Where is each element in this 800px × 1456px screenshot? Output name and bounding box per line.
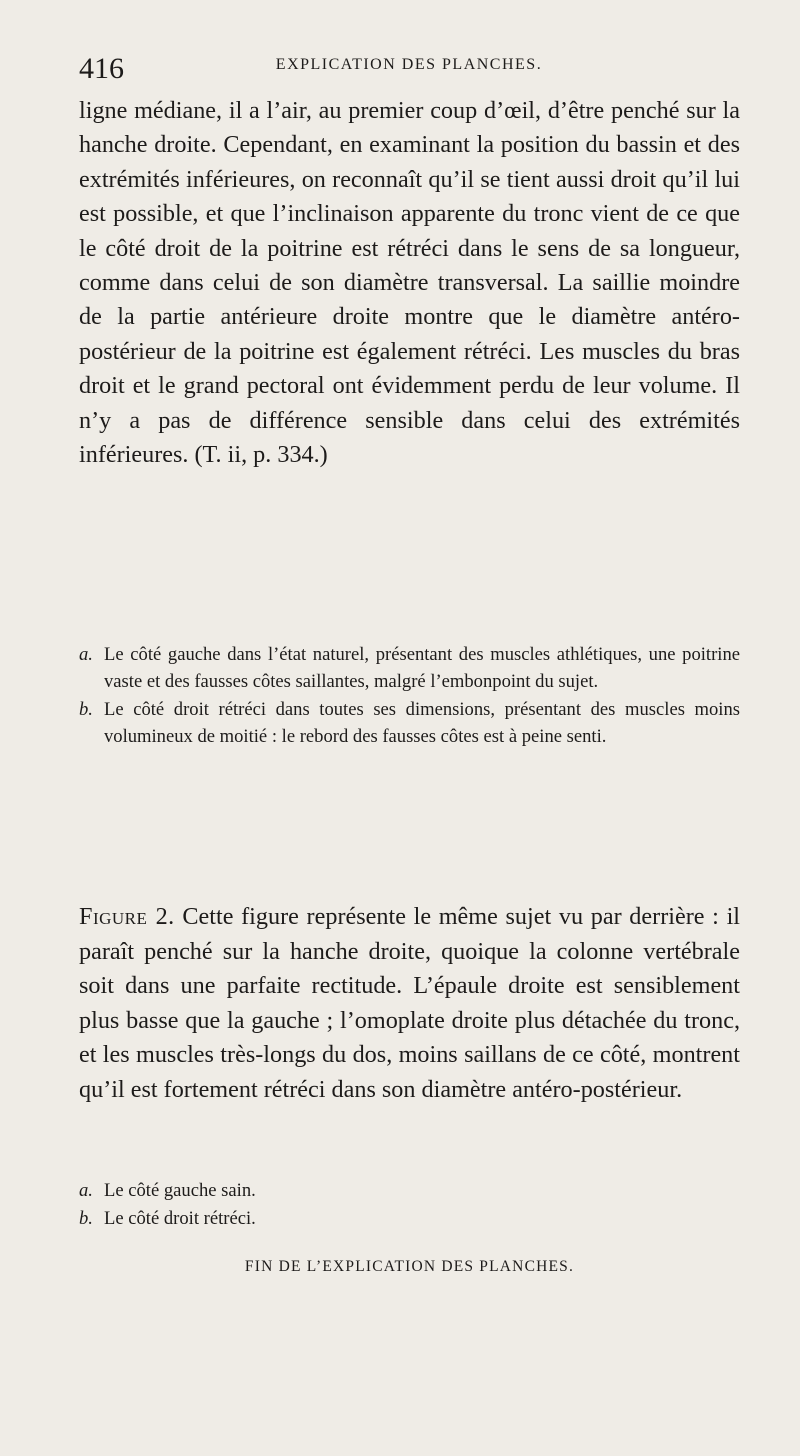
figure-2-text: Cette figure représente le même sujet vu par derrière : il paraît penché sur la hanche droite, quoique la colonne vertébrale soit dans une parfaite rectitude. L’épaule droite est sensiblement plus basse que la gauche ; l’omoplate droite plus détachée du tronc, et les muscles très-longs du dos, moins saillans de ce côté, montrent qu’il est fortement rétréci dans son diamètre antéro-postérieur. (79, 903, 741, 1103)
figure-2-notes (79, 1177, 740, 1232)
note-item (79, 696, 740, 751)
note-label: a. (79, 644, 93, 665)
note-label: b. (79, 1207, 93, 1229)
note-label: b. (79, 698, 93, 720)
figure-2-paragraph (79, 900, 740, 1108)
figure-1-notes (79, 641, 740, 750)
note-text: Le côté gauche sain. (104, 1180, 256, 1201)
main-paragraph: ligne médiane, il a l’air, au premier coup d’œil, d’être penché sur la hanche droite. Cependant, en examinant la position du bassin et des extrémités inférieures, on reconnaît qu’il se tient aussi droit qu’il lui est possible, et que l’inclinaison apparente du tronc vient de ce que le côté droit de la poitrine est rétréci dans le sens de sa longueur, comme dans celui de son diamètre transversal. La saillie moindre de la partie antérieure droite montre que le diamètre antéro-postérieur de la poitrine est également rétréci. Les muscles du bras droit et le grand pectoral ont évidemment perdu de leur volume. Il n’y a pas de différence sensible dans celui des extrémités inférieures. (T. ii, p. 334.) (79, 97, 740, 469)
note-item (79, 1205, 740, 1233)
note-text: Le côté droit rétréci dans toutes ses dimensions, présentant des muscles moins volumineux de moitié : le rebord des fausses côtes est à peine senti. (104, 698, 740, 747)
running-head: EXPLICATION DES PLANCHES. (275, 56, 543, 73)
note-item (79, 1177, 740, 1205)
end-of-section-text: FIN DE L’EXPLICATION DES PLANCHES. (244, 1258, 575, 1275)
page-number: 416 (79, 52, 124, 85)
note-text: Le côté droit rétréci. (104, 1207, 256, 1229)
note-text: Le côté gauche dans l’état naturel, présentant des muscles athlétiques, une poitrine vaste et des fausses côtes saillantes, malgré l’embonpoint du sujet. (104, 644, 740, 693)
figure-2-label: Figure 2. (79, 903, 175, 930)
note-item (79, 641, 740, 696)
page-header (79, 52, 739, 86)
note-label: a. (79, 1180, 93, 1201)
